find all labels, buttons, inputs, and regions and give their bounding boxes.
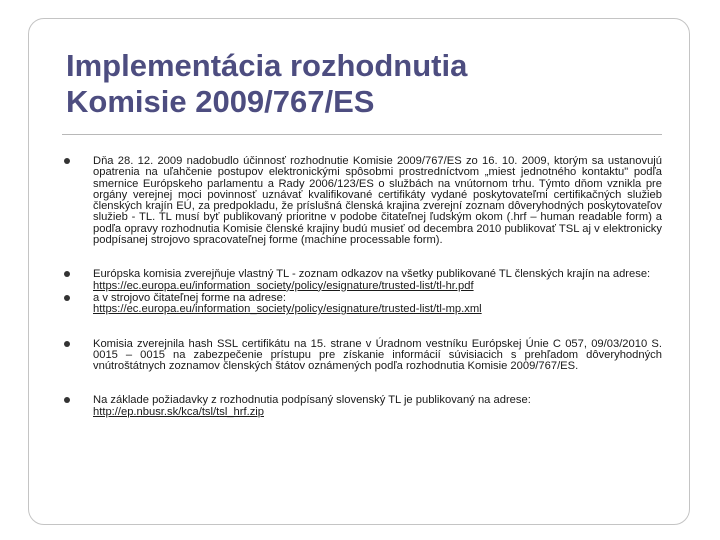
bullet-text: Dňa 28. 12. 2009 nadobudlo účinnosť rozhodnutie Komisie 2009/767/ES zo 16. 10. 2009, ktorým sa ustanovujú opatrenia na uľahčenie postupov elektronickými spôsobmi prostredníctvom „miest jednotného kontaktu" podľa smernice Európskeho parlamentu a Rady 2006/123/ES o službách na vnútornom trhu. Týmto dňom vznikla pre orgány verejnej moci povinnosť uznávať kvalifikované certifikáty vydané poskytovateľmi certifikačných služieb členských krajín EÚ, za predpokladu, že príslušná členská krajina zverejní zoznam dôveryhodných poskytovateľov služieb - TL. TL musí byť publikovaný prioritne v podobe čitateľnej ľudským okom (.hrf – human readable form) a podľa opravy rozhodnutia Komisie členské krajiny budú musieť od decembra 2010 publikovať TSL aj v elektronicky podpísanej strojovo spracovateľnej forme (machine processable form). [93,155,662,247]
title-divider [62,134,662,135]
bullet-item [62,395,662,418]
bullet-item [62,293,662,316]
bullet-text: Komisia zverejnila hash SSL certifikátu na 15. strane v Úradnom vestníku Európskej Únie C 057, 09/03/2010 S. 0015 – 0015 na zabezpečenie prístupu pre získanie informácií súvisiacich s prehľadom dôveryhodných vnútroštátnych zoznamov členských štátov oznámených podľa rozhodnutia Komisie 2009/767/ES. [93,337,662,373]
bullet-item [62,156,662,246]
bullet-dot-icon [64,158,70,164]
eu-tl-pdf-link[interactable]: https://ec.europa.eu/information_society/policy/esignature/trusted-list/tl-hr.pdf [93,279,474,292]
bullet-item [62,269,662,292]
bullet-dot-icon [64,271,70,277]
bullet-dot-icon [64,397,70,403]
bullet-item [62,339,662,373]
slide-title-line-1: Implementácia rozhodnutia [66,48,468,83]
bullet-text: Na základe požiadavky z rozhodnutia podpísaný slovenský TL je publikovaný na adrese: [93,394,531,407]
bullet-list [62,150,662,418]
bullet-text: a v strojovo čitateľnej forme na adrese: [93,291,286,304]
bullet-text: Európska komisia zverejňuje vlastný TL - zoznam odkazov na všetky publikované TL členských krajín na adrese: [93,268,651,281]
slide-title-line-2: Komisie 2009/767/ES [66,84,375,119]
eu-tl-xml-link[interactable]: https://ec.europa.eu/information_society/policy/esignature/trusted-list/tl-mp.xml [93,303,482,316]
slide-title [66,48,686,120]
sk-tsl-zip-link[interactable]: http://ep.nbusr.sk/kca/tsl/tsl_hrf.zip [93,405,264,418]
bullet-dot-icon [64,295,70,301]
bullet-dot-icon [64,341,70,347]
